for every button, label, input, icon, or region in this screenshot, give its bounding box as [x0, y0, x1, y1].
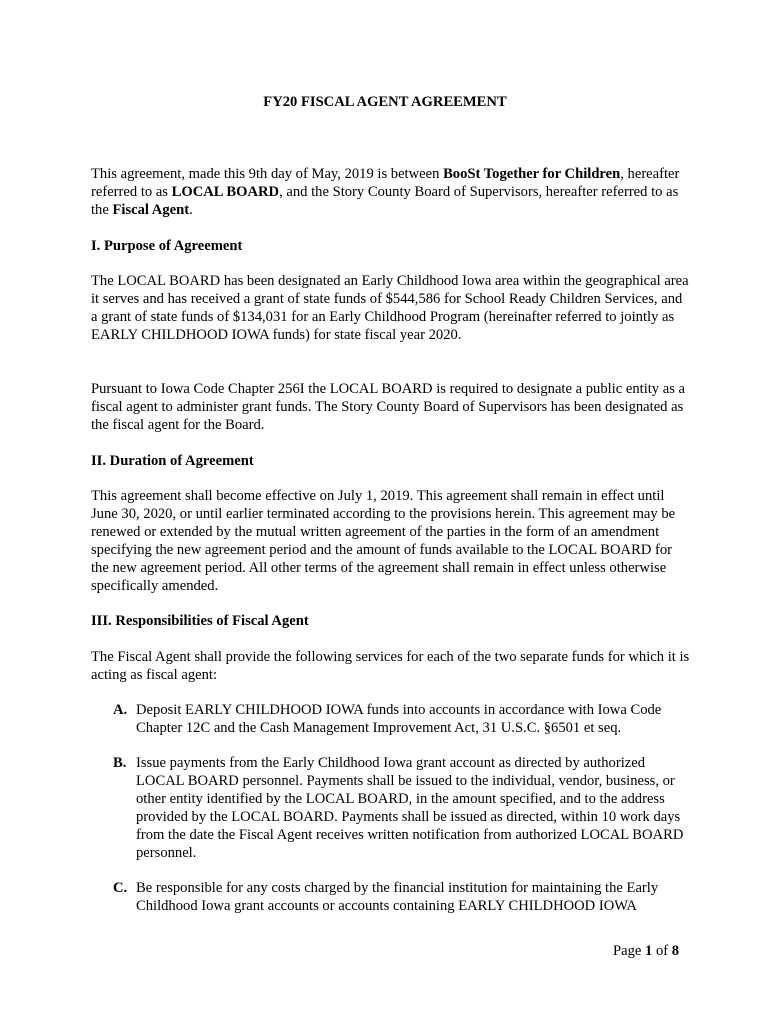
list-item-letter: B.: [113, 755, 127, 771]
intro-text-3: , and the Story County Board of Supervisors, hereafter referred to as the: [91, 184, 679, 218]
intro-local-board: LOCAL BOARD: [171, 184, 280, 200]
intro-text-2: , hereafter referred to as: [91, 166, 680, 200]
of-label: of: [652, 943, 672, 959]
current-page: 1: [645, 943, 653, 959]
intro-text-4: .: [189, 202, 193, 218]
list-item-letter: A.: [113, 702, 128, 718]
intro-fiscal-agent: Fiscal Agent: [112, 202, 190, 218]
list-item-text: Deposit EARLY CHILDHOOD IOWA funds into accounts in accordance with Iowa Code Chapter 12C and the Cash Management Improvement Act, 31 U.S.C. §6501 et seq.: [136, 702, 662, 736]
list-item-text: Issue payments from the Early Childhood Iowa grant account as directed by authorized LOCAL BOARD personnel. Payments shall be issued to the individual, vendor, business, or other entity identified by the LOCAL BOARD, in the amount specified, and to the address provided by the LOCAL BOARD. Payments shall be issued as directed, within 10 work days from the date the Fiscal Agent receives written notification from authorized LOCAL BOARD personnel.: [136, 755, 684, 861]
list-item-c: [113, 879, 693, 915]
section-3-heading: III. Responsibilities of Fiscal Agent: [91, 613, 309, 629]
list-item-letter: C.: [113, 880, 128, 896]
total-pages: 8: [671, 943, 680, 959]
intro-paragraph: [91, 165, 691, 219]
intro-local-board-name: BooSt Together for Children: [443, 166, 621, 182]
section-1-paragraph-2: Pursuant to Iowa Code Chapter 256I the LOCAL BOARD is required to designate a public entity as a fiscal agent to administer grant funds. The Story County Board of Supervisors has been designated as the fiscal agent for the Board.: [91, 381, 686, 433]
section-3-paragraph-1: The Fiscal Agent shall provide the following services for each of the two separate funds for which it is acting as fiscal agent:: [91, 649, 690, 683]
list-item-b: [113, 754, 693, 862]
section-2-paragraph-1: This agreement shall become effective on July 1, 2019. This agreement shall remain in effect until June 30, 2020, or until earlier terminated according to the provisions herein. This agreement may be renewed or extended by the mutual written agreement of the parties in the form of an amendment specifying the new agreement period and the amount of funds available to the LOCAL BOARD for the new agreement period. All other terms of the agreement shall remain in effect unless otherwise specifically amended.: [91, 488, 676, 594]
section-2-heading: II. Duration of Agreement: [91, 453, 254, 469]
page-label: Page: [613, 943, 646, 959]
document-title: FY20 FISCAL AGENT AGREEMENT: [263, 94, 507, 110]
section-1-heading: I. Purpose of Agreement: [91, 238, 243, 254]
section-1-paragraph-1: The LOCAL BOARD has been designated an Early Childhood Iowa area within the geographical area it serves and has received a grant of state funds of $544,586 for School Ready Children Services, and a grant of state funds of $134,031 for an Early Childhood Program (hereinafter referred to jointly as EARLY CHILDHOOD IOWA funds) for state fiscal year 2020.: [91, 273, 689, 343]
list-item-a: [113, 701, 693, 737]
intro-text-1: This agreement, made this 9th day of May, 2019 is between: [91, 166, 444, 182]
list-item-text: Be responsible for any costs charged by the financial institution for maintaining the Early Childhood Iowa grant accounts or accounts containing EARLY CHILDHOOD IOWA: [136, 880, 659, 914]
page-number: [613, 942, 679, 960]
